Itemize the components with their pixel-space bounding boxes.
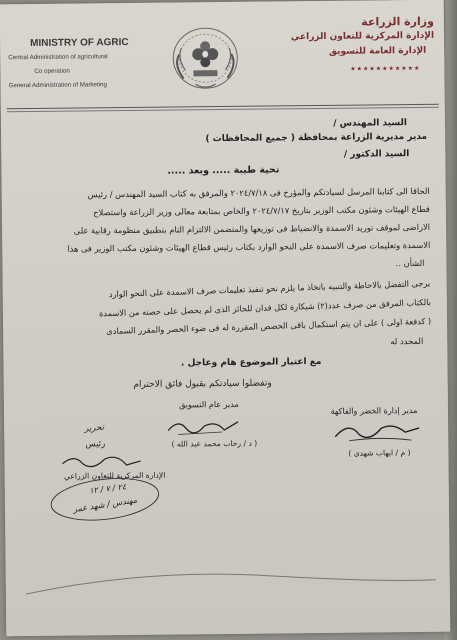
greeting: تحية طيبة ..... وبعد ..... <box>167 164 280 177</box>
request-line-3: ( كدفعة اولى ) على ان يتم استكمال باقى الحصص المقررة له فى ضوء الحصر والمقرر السمادى <box>105 315 432 337</box>
paragraph-line-4: الاسمدة وتعليمات صرف الاسمدة على النحو الوارد بكتاب رئيس قطاع الهيئات وشئون مكتب الوزير فى هذا <box>67 239 431 254</box>
paragraph-line-1: الحاقا الى كتابنا المرسل لسيادتكم والمؤرخ فى ٢٠٢٤/٧/١٨ والمرفق به كتاب السيد المهندس / رئيس <box>87 185 430 200</box>
addressee-doctor: السيد الدكتور / <box>343 149 410 160</box>
admin-line-en-1: Central Administration of agricultural <box>8 53 108 62</box>
header-stars: ★★★★★★★★★★★ <box>350 64 421 73</box>
addressee-directorate: مدير مديرية الزراعة بمحافظة ( جميع المحافظات ) <box>205 131 428 145</box>
vegetables-director-title: مدير إدارة الخضر والفاكهة <box>330 405 418 416</box>
handwritten-engineer-name: مهندس / شهد عمر <box>72 494 138 515</box>
circled-annotation <box>45 473 166 524</box>
marketing-director-title: مدير عام التسويق <box>179 399 239 410</box>
general-admin-ar: الإدارة العامة للتسويق <box>328 45 427 57</box>
addressee-engineer: السيد المهندس / <box>333 118 408 129</box>
org-stamp-line: الإدارة المركزية للتعاون الزراعي <box>63 470 166 481</box>
admin-line-en-2: Co operation <box>34 67 70 75</box>
request-line-1: يرجى التفضل بالاحاطة والتنبيه باتخاذ ما يلزم نحو تنفيذ تعليمات صرف الاسمدة على النحو الوارد <box>109 277 431 300</box>
paragraph-line-5: الشأن .. <box>395 257 425 269</box>
vegetables-director-name: ( م / ايهاب شهدى ) <box>348 448 411 458</box>
central-admin-ar: الإدارة المركزية للتعاون الزراعي <box>290 30 435 43</box>
chief-title: رئيس <box>85 439 106 450</box>
closing-line: وتفضلوا سيادتكم بقبول فائق الاحترام <box>133 378 272 390</box>
paper-fold-line <box>26 560 436 604</box>
admin-line-en-3: General Administration of Marketing <box>8 81 107 90</box>
handwritten-date: ٢٤ / ٧ / ١٢ <box>88 482 127 496</box>
handwritten-note: تحرير <box>83 422 105 435</box>
ministry-title-en: MINISTRY OF AGRIC <box>30 36 129 50</box>
marketing-director-name: ( د / رحاب محمد عبد الله ) <box>171 438 258 449</box>
request-line-2: بالكتاب المرفق من صرف عدد(٢) شيكارة لكل فدان للحائز الذى لم يحصل على حصته من الاسمدة <box>98 296 432 319</box>
urgency-note: مع اعتبار الموضوع هام وعاجل . <box>180 356 322 369</box>
paragraph-line-2: قطاع الهيئات وشئون مكتب الوزير بتاريخ ٢٠٢٤/٧/١٧ والخاص بمتابعة معالى وزير الزراعة واستصلاح <box>93 203 430 218</box>
ministry-title-ar: وزارة الزراعة <box>361 14 434 29</box>
paragraph-line-3: الاراضى لموقف توريد الاسمدة والانضباط فى توزيعها والمتضمن الالتزام التام بتطبيق منظومة رقابية على <box>73 221 431 236</box>
request-line-4: المحدد له <box>390 335 424 347</box>
vegetables-director-signature <box>329 418 424 445</box>
letter-body <box>14 0 435 636</box>
marketing-director-signature <box>164 414 244 439</box>
